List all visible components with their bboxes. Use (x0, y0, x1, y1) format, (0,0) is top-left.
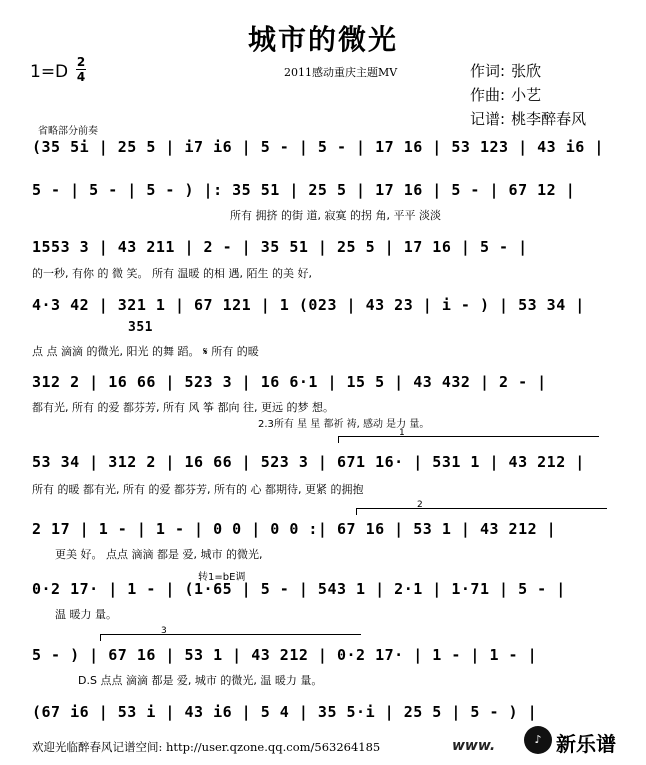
subtitle: 2011感动重庆主题MV (284, 66, 398, 79)
watermark-www: www. (452, 738, 496, 754)
lyric-row-6: 所有 的暖 都有光, 所有 的爱 都芬芳, 所有的 心 都期待, 更紧 的拥抱 (32, 483, 364, 496)
score-row-8: 0·2 17· | 1 - | (1·65 | 5 - | 543 1 | 2·1 | 1·71 | 5 - | (32, 580, 566, 598)
credit-transcriber (470, 108, 586, 129)
lyric-row-8: 温 暖力 量。 (55, 608, 117, 621)
lyric-row-3: 的一秒, 有你 的 微 笑。 所有 温暖 的相 遇, 陌生 的美 好, (32, 267, 312, 280)
song-title: 城市的微光 (247, 23, 398, 56)
logo-disc-icon: ♪ (524, 726, 552, 754)
score-row-9: 5 - ) | 67 16 | 53 1 | 43 212 | 0·2 17· | 1 - | 1 - | (32, 646, 538, 664)
score-row-2: 5 - | 5 - | 5 - ) |: 35 51 | 25 5 | 17 16 | 5 - | 67 12 | (32, 181, 576, 199)
key-signature: 1=D (30, 62, 69, 82)
intro-omitted-note: 省略部分前奏 (38, 126, 98, 137)
volta-number: 1 (399, 428, 405, 438)
credit-lyricist (470, 60, 541, 81)
score-row-4: 4·3 42 | 321 1 | 67 121 | 1 (023 | 43 23 | i - ) | 53 34 | (32, 296, 585, 314)
lyric-row-2: 所有 拥挤 的街 道, 寂寞 的拐 角, 平平 淡淡 (230, 209, 441, 222)
time-signature-top: 2 (76, 55, 86, 69)
score-row-7: 2 17 | 1 - | 1 - | 0 0 | 0 0 :| 67 16 | 53 1 | 43 212 | (32, 520, 557, 538)
time-signature (76, 56, 86, 83)
score-row-6: 53 34 | 312 2 | 16 66 | 523 3 | 671 16· | 531 1 | 43 212 | (32, 453, 585, 471)
credit-value: 张欣 (511, 62, 542, 80)
lyric-row-5: 都有光, 所有 的爱 都芬芳, 所有 风 筝 都向 往, 更远 的梦 想。 (32, 401, 334, 414)
logo-text: 新乐谱 (556, 732, 616, 756)
lyric-row-5-verse2: 2.3所有 星 星 都祈 祷, 感动 是力 量。 (258, 419, 430, 430)
modulation-note: 转1=bE调 (198, 572, 246, 583)
footer-text: 欢迎光临醉春风记谱空间: http://user.qzone.qq.com/563264185 (32, 740, 381, 754)
score-row-3: 1553 3 | 43 211 | 2 - | 35 51 | 25 5 | 17 16 | 5 - | (32, 238, 528, 256)
time-signature-bottom: 4 (76, 70, 86, 84)
score-row-1: (35 5i | 25 5 | i7 i6 | 5 - | 5 - | 17 16 | 53 123 | 43 i6 | (32, 138, 604, 156)
lyric-row-7: 更美 好。 点点 滴滴 都是 爱, 城市 的微光, (55, 548, 263, 561)
volta-bracket-2 (356, 500, 607, 515)
lyric-row-9: D.S 点点 滴滴 都是 爱, 城市 的微光, 温 暖力 量。 (78, 674, 323, 687)
credit-label: 作词: (470, 62, 506, 80)
credit-composer (470, 84, 541, 105)
score-row-5: 312 2 | 16 66 | 523 3 | 16 6·1 | 15 5 | 43 432 | 2 - | (32, 373, 547, 391)
credit-label: 记谱: (470, 110, 506, 128)
volta-bracket-1 (338, 428, 599, 443)
credit-label: 作曲: (470, 86, 506, 104)
score-row-10: (67 i6 | 53 i | 43 i6 | 5 4 | 35 5·i | 25 5 | 5 - ) | (32, 703, 538, 721)
lyric-row-4: 点 点 滴滴 的微光, 阳光 的舞 蹈。 𝄋 所有 的暖 (32, 345, 259, 358)
volta-number: 3 (161, 626, 167, 636)
volta-bracket-3 (100, 626, 361, 641)
credit-value: 小艺 (511, 86, 542, 104)
credit-value: 桃李醉春风 (511, 110, 587, 128)
score-row-4-alt: 351 (128, 320, 153, 335)
volta-number: 2 (417, 500, 423, 510)
